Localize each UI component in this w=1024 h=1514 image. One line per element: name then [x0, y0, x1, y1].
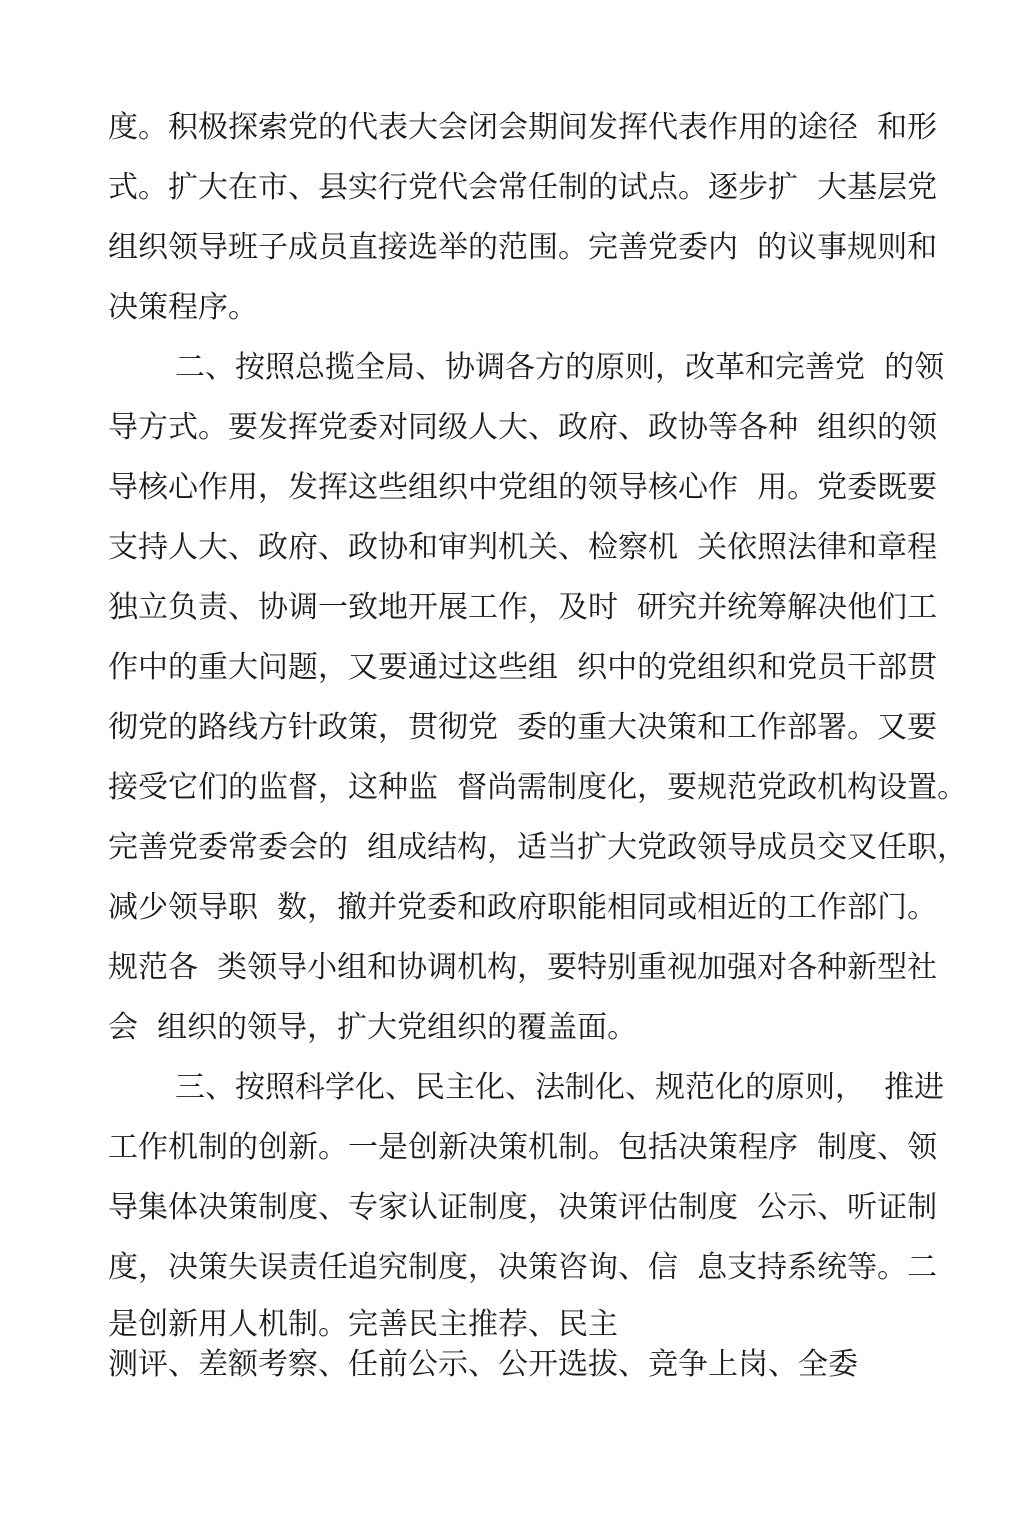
text-line: 导集体决策制度、专家认证制度，决策评估制度 公示、听证制 — [108, 1190, 938, 1225]
text-line: 度，决策失误责任追究制度，决策咨询、信 息支持系统等。二 — [108, 1250, 938, 1285]
text-line: 导方式。要发挥党委对同级人大、政府、政协等各种 组织的领 — [108, 410, 938, 445]
text-line: 是创新用人机制。完善民主推荐、民主 — [108, 1307, 618, 1342]
text-line: 作中的重大问题，又要通过这些组 织中的党组织和党员干部贯 — [108, 650, 938, 685]
paragraph-3-first-line: 三、按照科学化、民主化、法制化、规范化的原则， 推进 — [175, 1070, 945, 1105]
text-line: 度。积极探索党的代表大会闭会期间发挥代表作用的途径 和形 — [108, 110, 938, 145]
text-line: 组织领导班子成员直接选举的范围。完善党委内 的议事规则和 — [108, 230, 938, 265]
text-line: 测评、差额考察、任前公示、公开选拔、竞争上岗、全委 — [108, 1347, 858, 1382]
text-line: 工作机制的创新。一是创新决策机制。包括决策程序 制度、领 — [108, 1130, 938, 1165]
text-line: 决策程序。 — [108, 290, 258, 325]
text-line: 导核心作用，发挥这些组织中党组的领导核心作 用。党委既要 — [108, 470, 938, 505]
text-line: 会 组织的领导，扩大党组织的覆盖面。 — [108, 1010, 638, 1045]
text-line: 独立负责、协调一致地开展工作，及时 研究并统筹解决他们工 — [108, 590, 938, 625]
text-line: 规范各 类领导小组和协调机构，要特别重视加强对各种新型社 — [108, 950, 938, 985]
text-line: 接受它们的监督，这种监 督尚需制度化，要规范党政机构设置。 — [108, 770, 968, 805]
text-line: 完善党委常委会的 组成结构，适当扩大党政领导成员交叉任职， — [108, 830, 968, 865]
text-line: 彻党的路线方针政策，贯彻党 委的重大决策和工作部署。又要 — [108, 710, 938, 745]
text-line: 式。扩大在市、县实行党代会常任制的试点。逐步扩 大基层党 — [108, 170, 938, 205]
paragraph-2-first-line: 二、按照总揽全局、协调各方的原则，改革和完善党 的领 — [175, 350, 945, 385]
text-line: 支持人大、政府、政协和审判机关、检察机 关依照法律和章程 — [108, 530, 938, 565]
text-line: 减少领导职 数，撤并党委和政府职能相同或相近的工作部门。 — [108, 890, 938, 925]
